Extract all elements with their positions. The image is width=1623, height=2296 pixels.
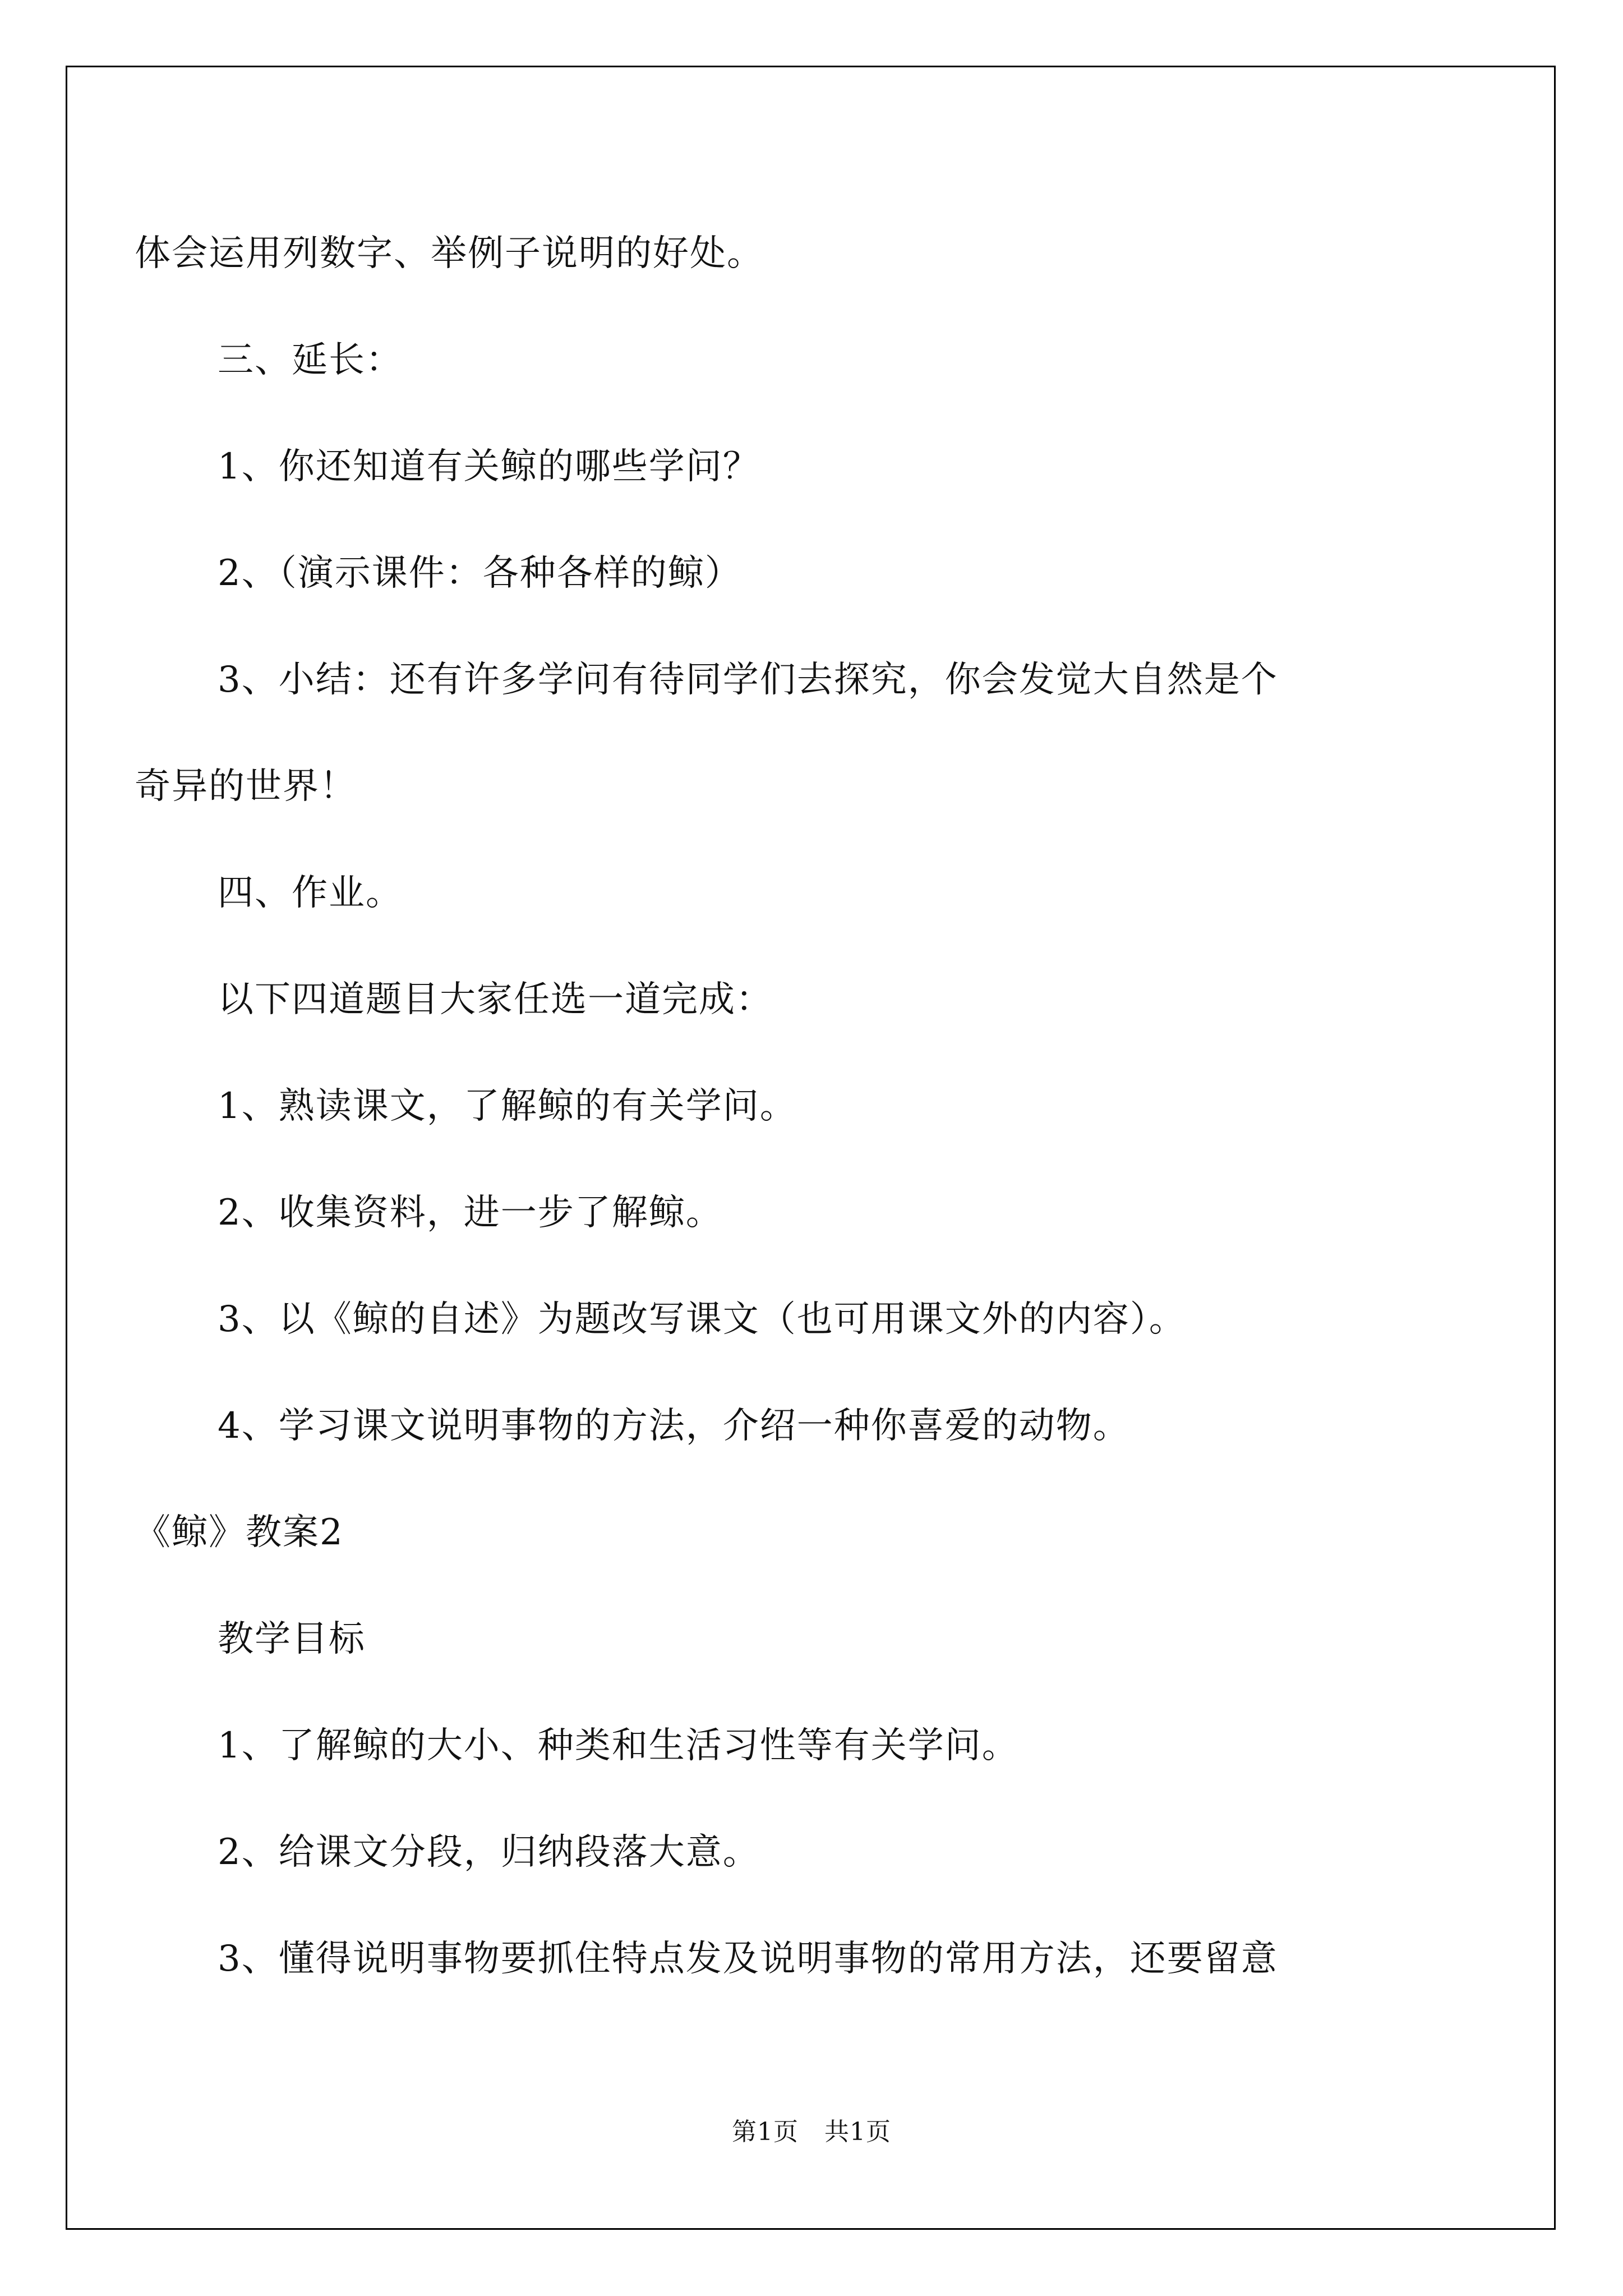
page-total: 共1页 [824,2118,891,2146]
text-line: 3、以《鲸的自述》为题改写课文（也可用课文外的内容）。 [218,1299,1186,1340]
text-line: 三、延长： [218,339,403,381]
text-line: 1、熟读课文，了解鲸的有关学问。 [218,1085,797,1127]
text-line: 2、收集资料，进一步了解鲸。 [218,1192,723,1234]
text-line: 以下四道题目大家任选一道完成： [218,979,773,1020]
text-line: 2、（演示课件：各种各样的鲸） [218,553,742,594]
text-line: 奇异的世界！ [135,766,357,807]
text-line: 1、你还知道有关鲸的哪些学问？ [218,446,760,487]
section-heading: 《鲸》教案2 [135,1512,344,1553]
text-line: 体会运用列数字、举例子说明的好处。 [135,233,764,274]
text-line: 四、作业。 [218,872,403,914]
text-line: 4、学习课文说明事物的方法，介绍一种你喜爱的动物。 [218,1405,1130,1447]
page-number: 第1页 [732,2118,799,2146]
page-border [66,66,1556,2230]
text-line: 3、懂得说明事物要抓住特点发及说明事物的常用方法，还要留意 [218,1938,1278,1980]
page-footer [0,2116,1623,2148]
text-line: 教学目标 [218,1618,366,1660]
text-line: 3、小结：还有许多学问有待同学们去探究，你会发觉大自然是个 [218,659,1278,701]
text-line: 1、了解鲸的大小、种类和生活习性等有关学问。 [218,1725,1019,1766]
text-line: 2、给课文分段，归纳段落大意。 [218,1832,760,1873]
